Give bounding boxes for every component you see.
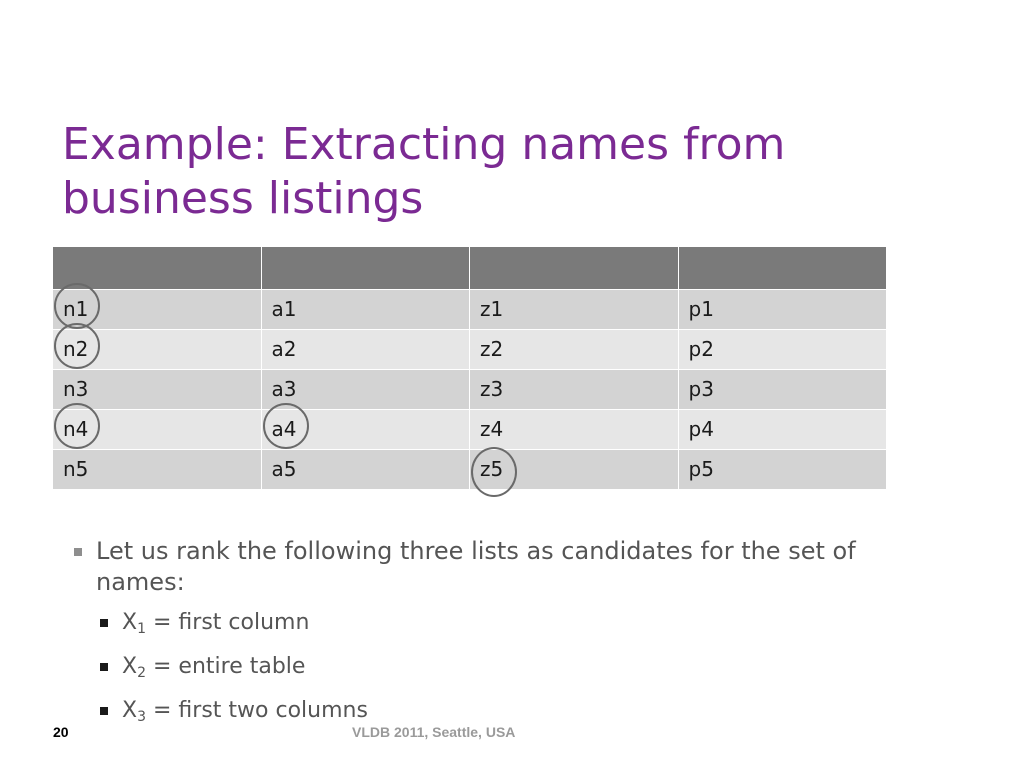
table-cell	[53, 329, 262, 369]
table-cell: z1	[470, 289, 679, 329]
title-line-2: business listings	[62, 173, 424, 224]
sub-bullet-text: = first two columns	[146, 698, 368, 723]
table-cell: z2	[470, 329, 679, 369]
table-cell: n3	[53, 369, 262, 409]
table-cell: p3	[678, 369, 887, 409]
bullet-main-text: Let us rank the following three lists as candidates for the set of names:	[96, 537, 856, 596]
table-cell: a2	[261, 329, 470, 369]
circled-value	[272, 417, 297, 441]
square-bullet-icon	[100, 663, 108, 671]
circle-mark	[471, 447, 517, 497]
table-cell: a3	[261, 369, 470, 409]
sub-bullet-index: 3	[137, 709, 146, 725]
cell-text: n1	[63, 297, 89, 321]
page-number: 20	[53, 724, 69, 740]
listings-table	[52, 247, 887, 490]
square-bullet-icon	[100, 619, 108, 627]
sub-bullet-index: 1	[137, 621, 146, 637]
footer-text: VLDB 2011, Seattle, USA	[352, 724, 516, 740]
circle-mark	[263, 403, 309, 449]
sub-bullet-var: X	[122, 610, 138, 635]
sub-bullet	[96, 654, 890, 686]
table-cell: a1	[261, 289, 470, 329]
table-cell: z4	[470, 409, 679, 449]
circled-value	[63, 297, 88, 321]
table-cell	[470, 449, 679, 489]
bullet-main	[70, 536, 890, 598]
square-bullet-icon	[74, 548, 82, 556]
table-cell: z3	[470, 369, 679, 409]
circle-mark	[54, 403, 100, 449]
square-bullet-icon	[100, 707, 108, 715]
sub-bullet-text: = first column	[146, 610, 310, 635]
bullet-list	[70, 536, 890, 730]
table-cell	[53, 409, 262, 449]
circled-value	[63, 417, 88, 441]
table-row	[53, 409, 887, 449]
table-cell	[261, 409, 470, 449]
cell-text: n4	[63, 417, 89, 441]
header-cell	[678, 247, 887, 289]
header-cell	[53, 247, 262, 289]
table-row	[53, 369, 887, 409]
table-cell: p4	[678, 409, 887, 449]
table-cell	[53, 289, 262, 329]
circle-mark	[54, 323, 100, 369]
cell-text: z5	[480, 457, 504, 481]
table-header-row	[53, 247, 887, 289]
cell-text: a4	[271, 417, 297, 441]
table-cell: a5	[261, 449, 470, 489]
header-cell	[261, 247, 470, 289]
slide-title	[62, 118, 962, 226]
table-cell: p5	[678, 449, 887, 489]
sub-bullet-var: X	[122, 654, 138, 679]
table-cell: p2	[678, 329, 887, 369]
cell-text: n2	[63, 337, 89, 361]
table-row	[53, 329, 887, 369]
table-row	[53, 449, 887, 489]
table-cell: n5	[53, 449, 262, 489]
table-row	[53, 289, 887, 329]
table-cell: p1	[678, 289, 887, 329]
sub-bullet	[96, 610, 890, 642]
circled-value	[63, 337, 88, 361]
sub-bullet-text: = entire table	[146, 654, 306, 679]
sub-bullet-index: 2	[137, 665, 146, 681]
header-cell	[470, 247, 679, 289]
sub-bullet-var: X	[122, 698, 138, 723]
title-line-1: Example: Extracting names from	[62, 119, 786, 170]
circled-value	[480, 457, 503, 481]
